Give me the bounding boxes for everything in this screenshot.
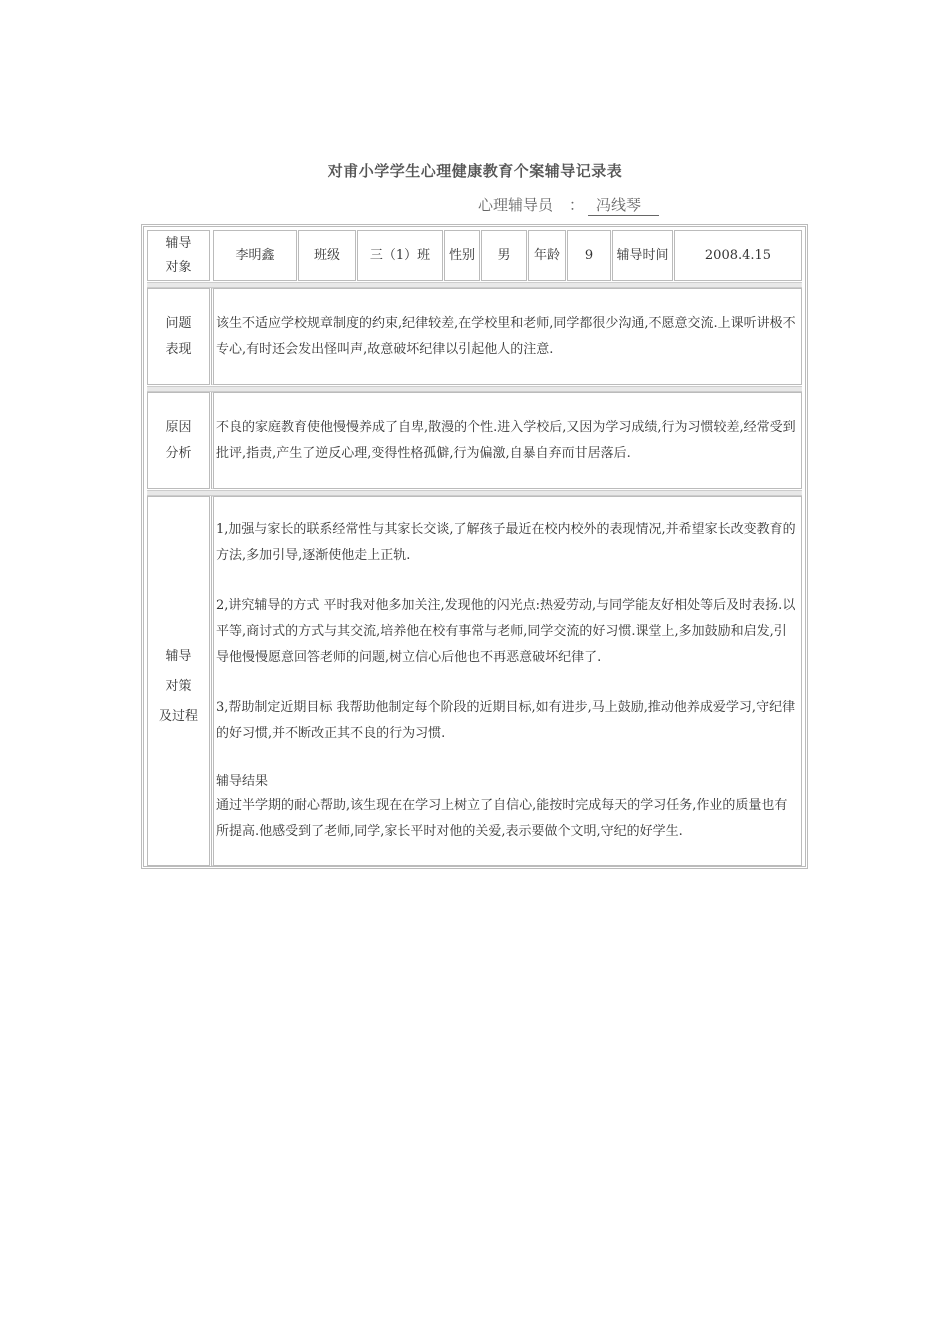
process-item-3: 3,帮助制定近期目标 我帮助他制定每个阶段的近期目标,如有进步,马上鼓励,推动他养成爱学习,守纪律的好习惯,并不断改正其不良的行为习惯. bbox=[216, 700, 796, 741]
cause-text: 不良的家庭教育使他慢慢养成了自卑,散漫的个性.进入学校后,又因为学习成绩,行为习惯较差,经常受到批评,指责,产生了逆反心理,变得性格孤僻,行为偏激,自暴自弃而甘居落后. bbox=[216, 419, 796, 461]
class-label: 班级 bbox=[298, 230, 356, 281]
info-row bbox=[147, 230, 802, 281]
result-heading: 辅导结果 bbox=[216, 774, 269, 789]
gender-label: 性别 bbox=[444, 230, 480, 281]
cause-row bbox=[147, 392, 802, 489]
process-item-2: 2,讲究辅导的方式 平时我对他多加关注,发现他的闪光点:热爱劳动,与同学能友好相处等后及时表扬.以平等,商讨式的方式与其交流,培养他在校有事常与老师,同学交流的好习惯.课堂上,多加鼓励和启发,引导他慢慢愿意回答老师的问题,树立信心后他也不再恶意破坏纪律了. bbox=[216, 598, 796, 665]
counselor-colon: ： bbox=[569, 196, 585, 214]
problem-text-cell bbox=[211, 288, 802, 385]
cause-label-cell bbox=[147, 392, 210, 489]
process-label-2: 对策 bbox=[165, 679, 192, 694]
time-label: 辅导时间 bbox=[612, 230, 673, 281]
problem-label-1: 问题 bbox=[165, 315, 192, 331]
cause-label-2: 分析 bbox=[165, 445, 192, 461]
age-value: 9 bbox=[567, 230, 611, 281]
subject-label-cell bbox=[147, 230, 210, 281]
page-title: 对甫小学学生心理健康教育个案辅导记录表 bbox=[327, 162, 623, 180]
counselor-name: 冯线琴 bbox=[588, 194, 659, 216]
process-label-3: 及过程 bbox=[158, 709, 198, 724]
counselor-line bbox=[478, 194, 659, 216]
problem-label-2: 表现 bbox=[165, 341, 192, 357]
process-label-cell bbox=[147, 496, 210, 866]
problem-text: 该生不适应学校规章制度的约束,纪律较差,在学校里和老师,同学都很少沟通,不愿意交流.上课听讲极不专心,有时还会发出怪叫声,故意破坏纪律以引起他人的注意. bbox=[216, 315, 796, 357]
process-row bbox=[147, 496, 802, 866]
cause-label-1: 原因 bbox=[165, 419, 192, 435]
student-name: 李明鑫 bbox=[213, 230, 297, 281]
subject-label: 辅导对象 bbox=[165, 235, 192, 275]
age-label: 年龄 bbox=[528, 230, 566, 281]
process-text-cell bbox=[211, 496, 802, 866]
time-value: 2008.4.15 bbox=[674, 230, 802, 281]
result-text: 通过半学期的耐心帮助,该生现在在学习上树立了自信心,能按时完成每天的学习任务,作业的质量也有所提高.他感受到了老师,同学,家长平时对他的关爱,表示要做个文明,守纪的好学生. bbox=[216, 798, 788, 839]
process-label-1: 辅导 bbox=[165, 649, 192, 664]
gender-value: 男 bbox=[481, 230, 527, 281]
class-value: 三（1）班 bbox=[357, 230, 443, 281]
record-table bbox=[141, 224, 808, 869]
problem-label-cell bbox=[147, 288, 210, 385]
cause-text-cell bbox=[211, 392, 802, 489]
counselor-label: 心理辅导员 bbox=[478, 196, 554, 214]
process-item-1: 1,加强与家长的联系经常性与其家长交谈,了解孩子最近在校内校外的表现情况,并希望家长改变教育的方法,多加引导,逐渐使他走上正轨. bbox=[216, 522, 796, 563]
problem-row bbox=[147, 288, 802, 385]
